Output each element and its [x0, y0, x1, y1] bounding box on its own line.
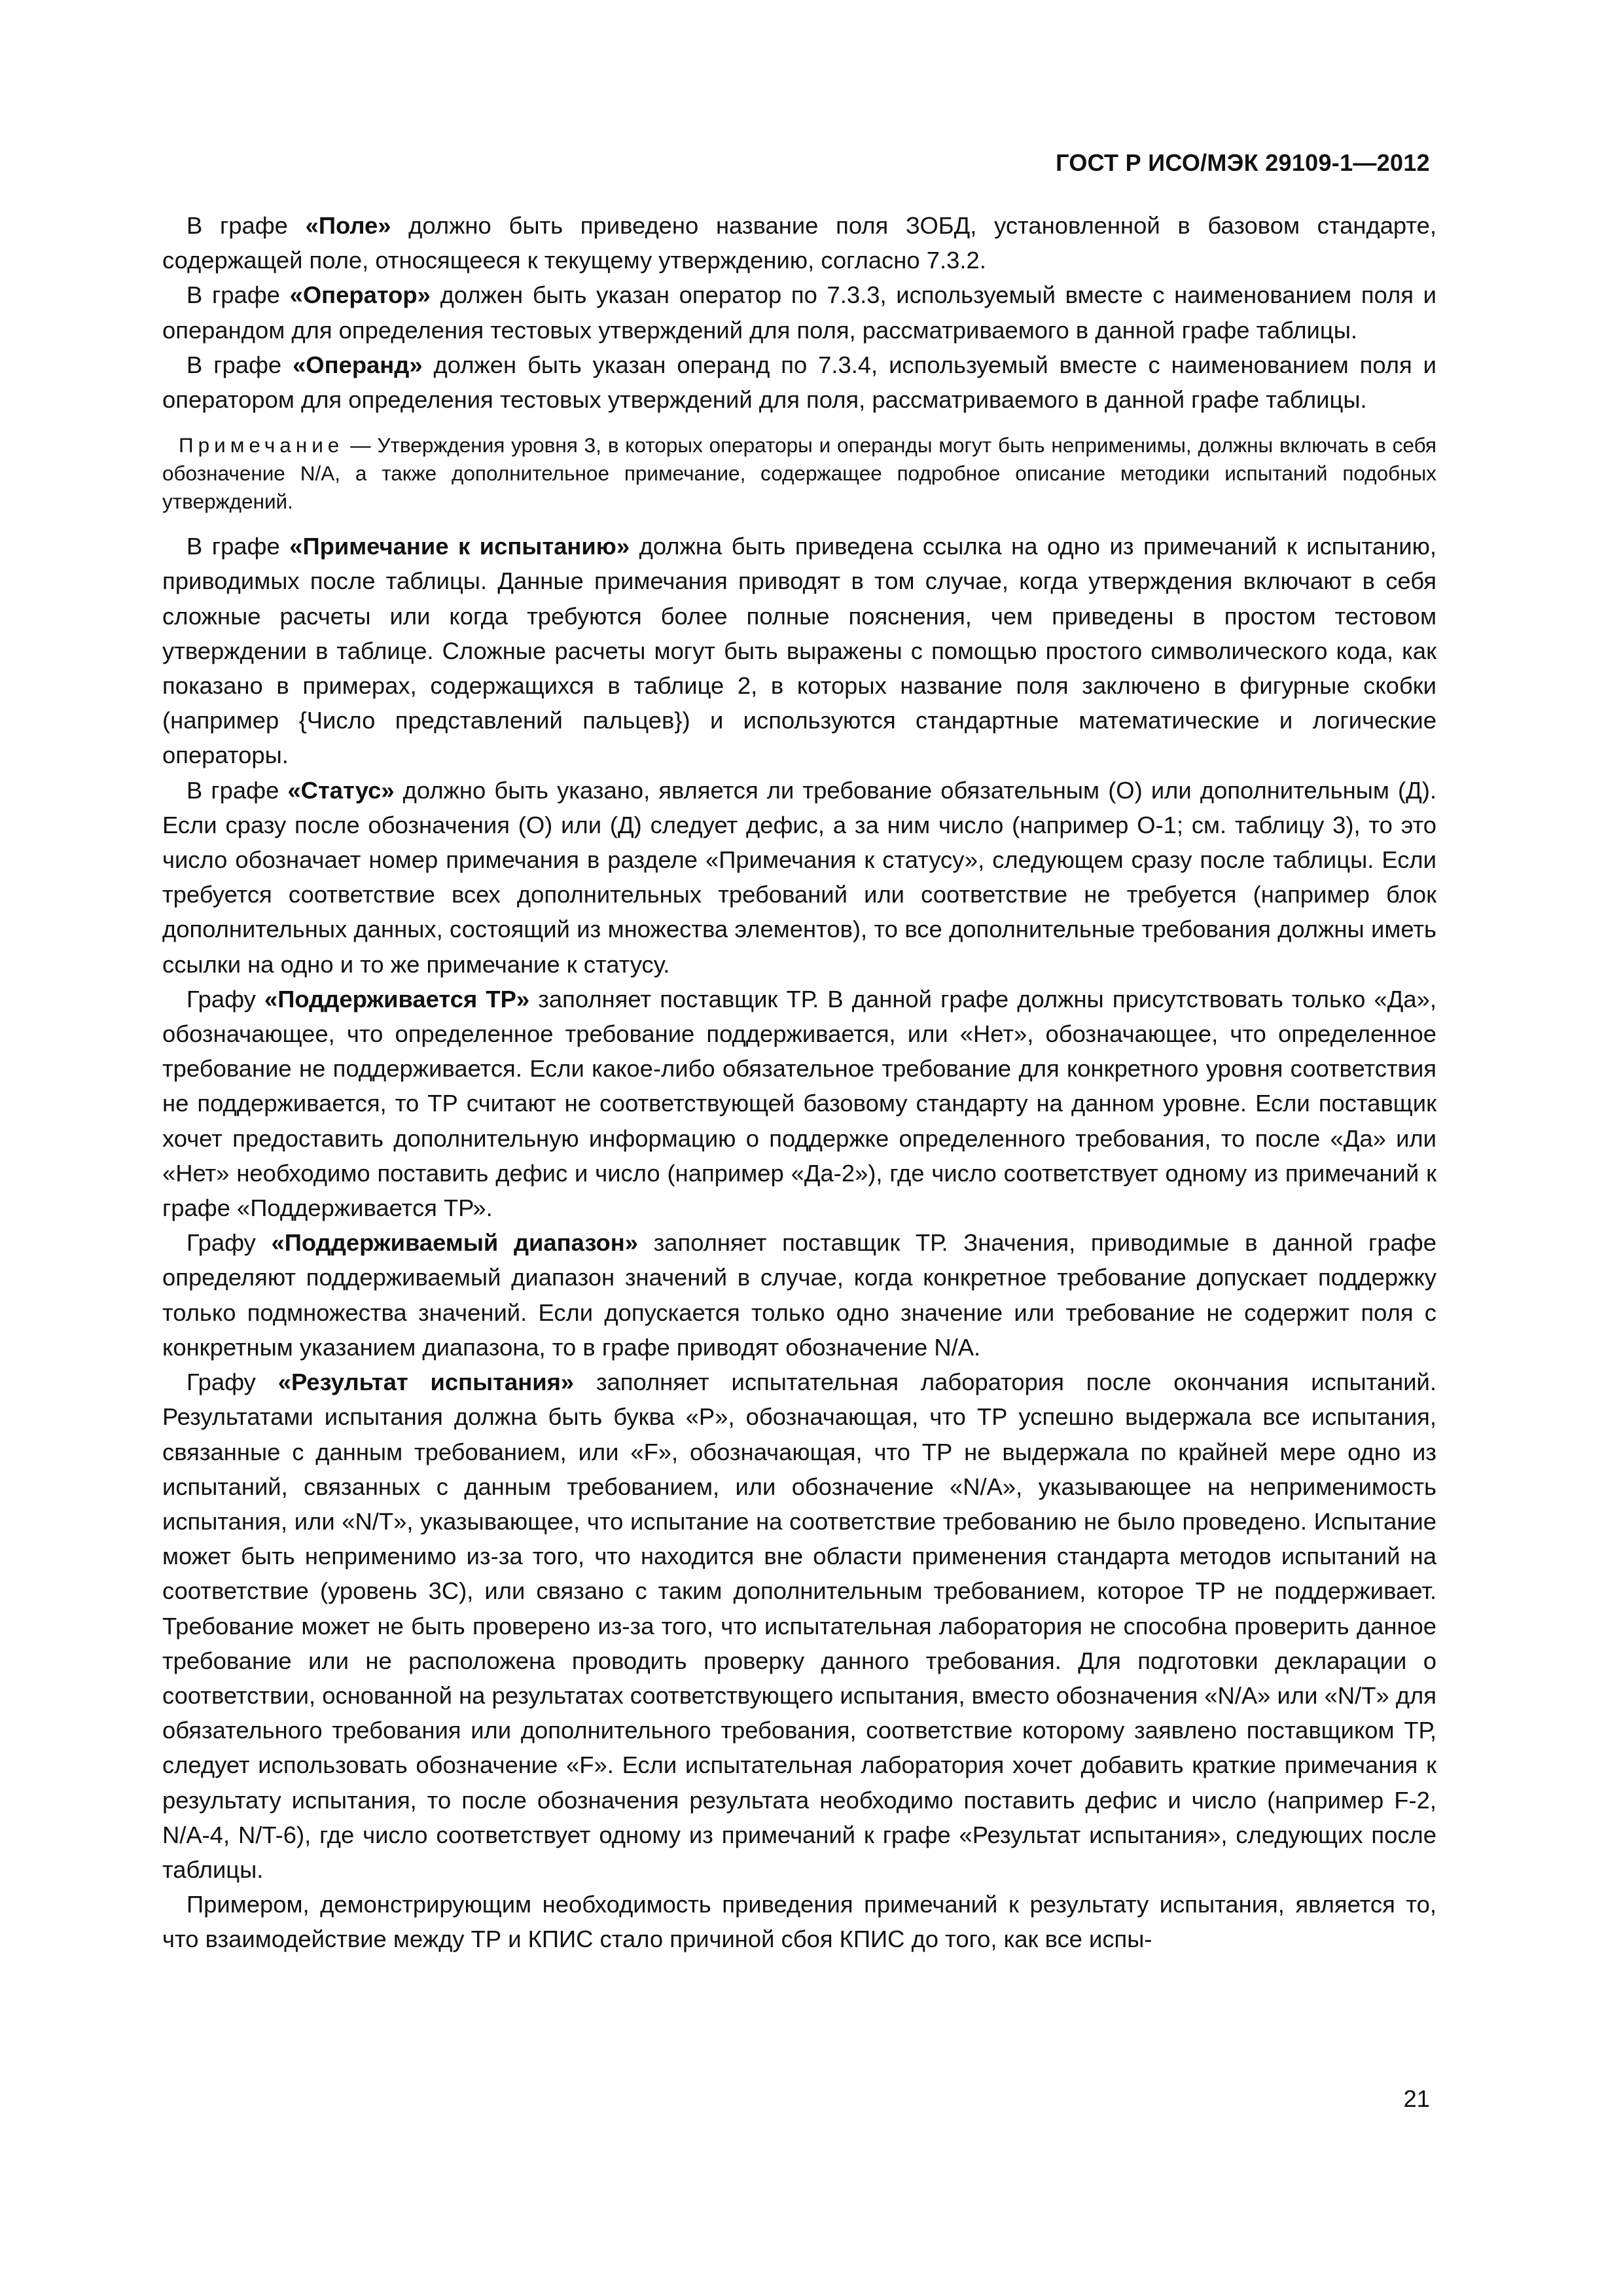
note	[162, 431, 1436, 516]
paragraph-text: заполняет испытательная лаборатория после окончания испытаний. Результатами испытания должна быть буква «P», обозначающая, что ТР успешно выдержала все испытания, связанные с данным требованием, или «F», обозначающая, что ТР не выдержала по крайней мере одно из испытаний, связанных с данным требованием, или обозначение «N/A», указывающее на неприменимость испытания, или «N/T», указывающее, что испытание на соответствие требованию не было проведено. Испытание может быть неприменимо из-за того, что находится вне области применения стандарта методов испытаний на соответствие (уровень 3C), или связано с таким дополнительным требованием, которое ТР не поддерживает. Требование может не быть проверено из-за того, что испытательная лаборатория не способна проверить данное требование или не расположена проводить проверку данного требования. Для подготовки декларации о соответствии, основанной на результатах соответствующего испытания, вместо обозначения «N/A» или «N/T» для обязательного требования или дополнительного требования, соответствие которому заявлено поставщиком ТР, следует использовать обозначение «F». Если испытательная лаборатория хочет добавить краткие примечания к результату испытания, то после обозначения результата необходимо поставить дефис и число (например F-2, N/A-4, N/T-6), где число соответствует одному из примечаний к графе «Результат испытания», следующих после таблицы.	[162, 1369, 1436, 1883]
note-label: Примечание	[179, 433, 344, 457]
paragraph-text: заполняет поставщик ТР. Значения, приводимые в данной графе определяют поддерживаемый диапазон значений в случае, когда конкретное требование допускает поддержку только подмножества значений. Если допускается только одно значение или требование не содержит поля с конкретным указанием диапазона, то в графе приводят обозначение N/A.	[162, 1229, 1436, 1361]
standard-designation: ГОСТ Р ИСО/МЭК 29109-1—2012	[1056, 149, 1430, 176]
paragraph-text: Примером, демонстрирующим необходимость приведения примечаний к результату испытания, является то, что взаимодействие между ТР и КПИС стало причиной сбоя КПИС до того, как все испы-	[162, 1891, 1436, 1953]
paragraph-supported	[162, 982, 1436, 1225]
paragraph-text: В графе	[187, 281, 290, 309]
paragraph-term: «Операнд»	[293, 351, 423, 378]
paragraph-test-result	[162, 1365, 1436, 1887]
paragraph-term: «Поддерживается ТР»	[264, 985, 530, 1013]
paragraph-example	[162, 1887, 1436, 1956]
paragraph-operator	[162, 278, 1436, 347]
note-text: — Утверждения уровня 3, в которых операторы и операнды могут быть неприменимы, должны включать в себя обозначение N/A, а также дополнительное примечание, содержащее подробное описание методики испытаний подобных утверждений.	[162, 433, 1436, 514]
paragraph-text: должен быть указан операнд по 7.3.4, используемый вместе с наименованием поля и оператором для определения тестовых утверждений для поля, рассматриваемого в данной графе таблицы.	[162, 351, 1436, 414]
paragraph-term: «Примечание к испытанию»	[289, 533, 630, 560]
paragraph-term: «Поле»	[305, 212, 391, 239]
paragraph-test-note	[162, 529, 1436, 772]
paragraph-text: В графе	[187, 212, 306, 239]
paragraph-text: должен быть указан оператор по 7.3.3, используемый вместе с наименованием поля и операндом для определения тестовых утверждений для поля, рассматриваемого в данной графе таблицы.	[162, 281, 1436, 344]
paragraph-text: Графу	[187, 985, 265, 1013]
paragraph-field	[162, 208, 1436, 278]
paragraph-operand	[162, 348, 1436, 417]
paragraph-text: Графу	[187, 1229, 272, 1257]
paragraph-supported-range	[162, 1225, 1436, 1365]
paragraph-text: В графе	[187, 776, 288, 804]
paragraph-text: В графе	[187, 533, 290, 560]
paragraph-text: В графе	[187, 351, 293, 378]
paragraph-text: заполняет поставщик ТР. В данной графе должны присутствовать только «Да», обозначающее, что определенное требование поддерживается, или «Нет», обозначающее, что определенное требование не поддерживается. Если какое-либо обязательное требование для конкретного уровня соответствия не поддерживается, то ТР считают не соответствующей базовому стандарту на данном уровне. Если поставщик хочет предоставить дополнительную информацию о поддержке определенного требования, то после «Да» или «Нет» необходимо поставить дефис и число (например «Да-2»), где число соответствует одному из примечаний к графе «Поддерживается ТР».	[162, 985, 1436, 1222]
paragraph-term: «Поддерживаемый диапазон»	[271, 1229, 638, 1257]
paragraph-status	[162, 773, 1436, 982]
page-number: 21	[1403, 2085, 1430, 2112]
paragraph-text: Графу	[187, 1369, 278, 1396]
paragraph-text: должно быть указано, является ли требование обязательным (О) или дополнительным (Д). Если сразу после обозначения (О) или (Д) следует дефис, а за ним число (например О-1; см. таблицу 3), то это число обозначает номер примечания в разделе «Примечания к статусу», следующем сразу после таблицы. Если требуется соответствие всех дополнительных требований или соответствие не требуется (например блок дополнительных данных, состоящий из множества элементов), то все дополнительные требования должны иметь ссылки на одно и то же примечание к статусу.	[162, 776, 1436, 978]
paragraph-text: должна быть приведена ссылка на одно из примечаний к испытанию, приводимых после таблицы. Данные примечания приводят в том случае, когда утверждения включают в себя сложные расчеты или когда требуются более полные пояснения, чем приведены в простом тестовом утверждении в таблице. Сложные расчеты могут быть выражены с помощью простого символического кода, как показано в примерах, содержащихся в таблице 2, в которых название поля заключено в фигурные скобки (например {Число представлений пальцев}) и используются стандартные математические и логические операторы.	[162, 533, 1436, 769]
document-body	[162, 208, 1436, 1957]
paragraph-term: «Результат испытания»	[277, 1369, 575, 1396]
paragraph-text: должно быть приведено название поля ЗОБД, установленной в базовом стандарте, содержащей поле, относящееся к текущему утверждению, согласно 7.3.2.	[162, 212, 1436, 274]
paragraph-term: «Статус»	[287, 776, 395, 804]
paragraph-term: «Оператор»	[289, 281, 431, 309]
